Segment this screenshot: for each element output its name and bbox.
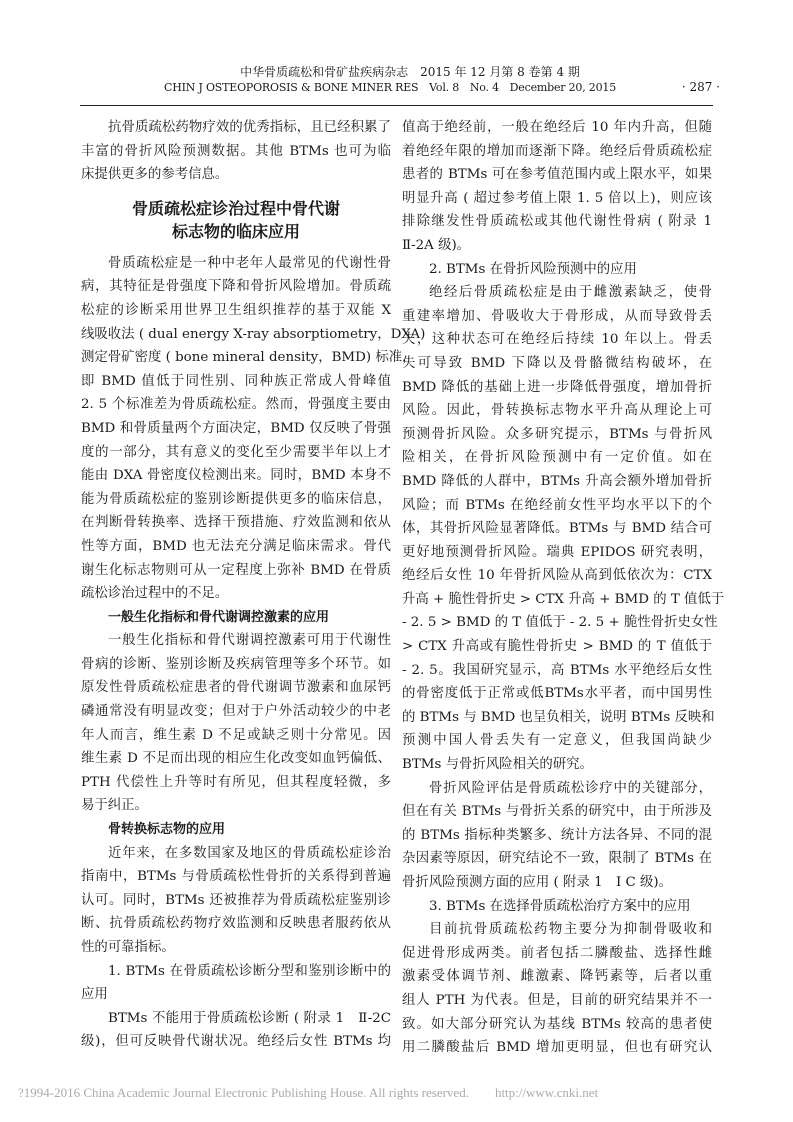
text-line: 年人而言，维生素 D 不足或缺乏则十分常见。因 bbox=[81, 727, 391, 743]
text-line: 一般生化指标和骨代谢调控激素的应用 bbox=[108, 609, 330, 625]
paragraph bbox=[81, 842, 391, 960]
copyright-footer: ?1994-2016 China Academic Journal Electronic Publishing House. All rights reserved. http://www.cnki.net bbox=[18, 1085, 599, 1100]
text-line: 值高于绝经前，一般在绝经后 10 年内升高，但随 bbox=[402, 120, 712, 135]
text-line: 的骨密度低于正常或低BTMs水平者，而中国男性 bbox=[402, 686, 712, 702]
numbered-heading bbox=[402, 258, 712, 282]
text-line: 谢生化标志物则可从一定程度上弥补 BMD 在骨质 bbox=[81, 562, 391, 578]
text-line: 明显升高 ( 超过参考值上限 1. 5 倍以上)，则应该 bbox=[402, 190, 712, 206]
text-line: 骨折风险评估是骨质疏松诊疗中的关键部分， bbox=[429, 780, 712, 796]
text-line: 度的一部分，其有意义的变化至少需要半年以上才 bbox=[81, 444, 391, 460]
text-line: 近年来，在多数国家及地区的骨质疏松症诊治 bbox=[108, 845, 391, 861]
text-line: 3. BTMs 在选择骨质疏松治疗方案中的应用 bbox=[429, 898, 691, 914]
text-line: 性的可靠指标。 bbox=[81, 940, 175, 955]
text-line: 预测中国人骨丢失有一定意义，但我国尚缺少 bbox=[402, 733, 712, 749]
heading-line: 骨质疏松症诊治过程中骨代谢 bbox=[131, 198, 340, 218]
text-line: 更好地预测骨折风险。瑞典 EPIDOS 研究表明， bbox=[402, 544, 712, 560]
text-line: 体，其骨折风险显著降低。BTMs 与 BMD 结合可 bbox=[402, 521, 712, 537]
text-line: 激素受体调节剂、雌激素、降钙素等，后者以重 bbox=[402, 969, 712, 985]
text-line: 疏松诊治过程中的不足。 bbox=[81, 586, 229, 602]
text-line: 指南中，BTMs 与骨质疏松性骨折的关系得到普遍 bbox=[81, 869, 391, 885]
text-line: 易于纠正。 bbox=[81, 798, 148, 814]
text-line: 目前抗骨质疏松药物主要分为抑制骨吸收和 bbox=[429, 922, 712, 938]
text-line: 用二膦酸盐后 BMD 增加更明显，但也有研究认 bbox=[402, 1040, 712, 1056]
text-line: 1. BTMs 在骨质疏松诊断分型和鉴别诊断中的 bbox=[108, 963, 391, 979]
subsection-heading bbox=[81, 818, 391, 842]
text-line: 2. 5 个标准差为骨质疏松症。然而，骨强度主要由 bbox=[81, 397, 391, 413]
section-heading bbox=[81, 197, 391, 243]
text-line: 失可导致 BMD 下降以及骨骼微结构破坏，在 bbox=[402, 355, 712, 371]
paragraph bbox=[81, 252, 426, 606]
text-line: - 2. 5。我国研究显示，高 BTMs 水平绝经后女性 bbox=[402, 662, 712, 678]
text-line: 绝经后骨质疏松症是由于雌激素缺乏，使骨 bbox=[429, 285, 712, 301]
text-line: BTMs 不能用于骨质疏松诊断 ( 附录 1 Ⅱ-2C bbox=[108, 1010, 391, 1026]
text-line: 床提供更多的参考信息。 bbox=[81, 167, 229, 183]
paragraph bbox=[402, 777, 712, 895]
text-line: 性等方面，BMD 也无法充分满足临床需求。骨代 bbox=[81, 538, 391, 554]
text-line: 患者的 BTMs 可在参考值范围内或上限水平，如果 bbox=[402, 167, 712, 183]
text-line: 级)，但可反映骨代谢状况。绝经后女性 BTMs 均 bbox=[81, 1034, 391, 1050]
paragraph bbox=[402, 116, 712, 258]
text-line: BMD 降低的基础上进一步降低骨强度，增加骨折 bbox=[402, 379, 712, 395]
text-line: 在判断骨转换率、选择干预措施、疗效监测和依从 bbox=[81, 515, 391, 531]
text-line: 预测骨折风险。众多研究提示，BTMs 与骨折风 bbox=[402, 426, 712, 442]
text-line: BTMs 与骨折风险相关的研究。 bbox=[402, 757, 593, 773]
page-number: · 287 · bbox=[681, 80, 720, 94]
text-line: 促进骨形成两类。前者包括二膦酸盐、选择性雌 bbox=[402, 945, 712, 961]
text-line: 测定骨矿密度 ( bone mineral density，BMD) 标准， bbox=[81, 350, 416, 366]
paragraph bbox=[402, 918, 712, 1060]
text-line: BMD 降低的人群中，BTMs 升高会额外增加骨折 bbox=[402, 473, 712, 489]
text-line: 能由 DXA 骨密度仪检测出来。同时，BMD 本身不 bbox=[81, 468, 391, 484]
text-line: 断、抗骨质疏松药物疗效监测和反映患者服药依从 bbox=[81, 916, 391, 932]
text-line: 的 BTMs 与 BMD 也呈负相关，说明 BTMs 反映和 bbox=[402, 709, 715, 725]
text-line: 松症的诊断采用世界卫生组织推荐的基于双能 X bbox=[81, 302, 391, 318]
text-line: 致。如大部分研究认为基线 BTMs 较高的患者使 bbox=[402, 1016, 712, 1032]
text-line: 线吸收法 ( dual energy X-ray absorptiometry，DXA) bbox=[81, 326, 426, 342]
text-line: 病，其特征是骨强度下降和骨折风险增加。骨质疏 bbox=[81, 279, 391, 295]
text-line: 重建率增加、骨吸收大于骨形成，从而导致骨丢 bbox=[402, 308, 712, 324]
subsection-heading bbox=[81, 606, 391, 630]
text-line: PTH 代偿性上升等时有所见，但其程度轻微，多 bbox=[81, 774, 391, 790]
text-line: Ⅱ-2A 级)。 bbox=[402, 237, 471, 253]
text-line: 骨折风险预测方面的应用 ( 附录 1 Ⅰ C 级)。 bbox=[402, 875, 673, 890]
text-line: 能为骨质疏松症的鉴别诊断提供更多的临床信息， bbox=[81, 491, 391, 507]
text-line: 组人 PTH 为代表。但是，目前的研究结果并不一 bbox=[402, 992, 712, 1008]
heading-line: 标志物的临床应用 bbox=[171, 221, 300, 241]
text-line: 抗骨质疏松药物疗效的优秀指标，且已经积累了 bbox=[108, 120, 391, 135]
text-line: 绝经后女性 10 年骨折风险从高到低依次为：CTX bbox=[402, 568, 712, 584]
text-line: 升高 + 脆性骨折史 > CTX 升高 + BMD 的 T 值低于 bbox=[402, 591, 725, 607]
text-line: 维生素 D 不足而出现的相应生化改变如血钙偏低、 bbox=[81, 751, 391, 767]
text-line: BMD 和骨质量两个方面决定，BMD 仅反映了骨强 bbox=[81, 420, 391, 436]
text-line: 磷通常没有明显改变；但对于户外活动较少的中老 bbox=[81, 704, 391, 720]
text-line: 但在有关 BTMs 与骨折关系的研究中，由于所涉及 bbox=[402, 804, 712, 820]
text-line: 失，这种状态可在绝经后持续 10 年以上。骨丢 bbox=[402, 332, 712, 348]
left-column bbox=[81, 116, 426, 1054]
text-line: 即 BMD 值低于同性别、同种族正常成人骨峰值 bbox=[81, 373, 391, 389]
text-line: 风险；而 BTMs 在绝经前女性平均水平以下的个 bbox=[402, 497, 712, 513]
right-column bbox=[402, 116, 725, 1060]
text-line: 着绝经年限的增加而逐渐下降。绝经后骨质疏松症 bbox=[402, 143, 712, 159]
numbered-heading bbox=[81, 960, 391, 1007]
text-line: 骨转换标志物的应用 bbox=[108, 822, 226, 838]
text-line: 2. BTMs 在骨折风险预测中的应用 bbox=[429, 261, 637, 277]
text-line: 险相关，在骨折风险预测中有一定价值。如在 bbox=[402, 450, 712, 466]
running-header bbox=[80, 64, 720, 96]
paragraph bbox=[81, 116, 391, 187]
text-line: 骨病的诊断、鉴别诊断及疾病管理等多个环节。如 bbox=[81, 656, 391, 672]
paragraph bbox=[81, 1007, 391, 1054]
text-line: - 2. 5 > BMD 的 T 值低于 - 2. 5 + 脆性骨折史女性 bbox=[402, 615, 718, 631]
text-line: 骨质疏松症是一种中老年人最常见的代谢性骨 bbox=[108, 255, 391, 271]
text-line: 丰富的骨折风险预测数据。其他 BTMs 也可为临 bbox=[81, 143, 391, 159]
text-line: 杂因素等原因，研究结论不一致，限制了 BTMs 在 bbox=[402, 851, 712, 867]
text-line: 认可。同时，BTMs 还被推荐为骨质疏松症鉴别诊 bbox=[81, 892, 391, 908]
text-line: 原发性骨质疏松症患者的骨代谢调节激素和血尿钙 bbox=[81, 680, 391, 696]
paragraph bbox=[402, 281, 725, 776]
text-line: 风险。因此，骨转换标志物水平升高从理论上可 bbox=[402, 403, 712, 419]
text-line: 排除继发性骨质疏松或其他代谢性骨病 ( 附录 1 bbox=[402, 214, 712, 230]
paragraph bbox=[81, 629, 391, 818]
header-rule bbox=[80, 105, 713, 106]
text-line: 的 BTMs 指标种类繁多、统计方法各异、不同的混 bbox=[402, 827, 712, 843]
text-line: > CTX 升高或有脆性骨折史 > BMD 的 T 值低于 bbox=[402, 639, 712, 655]
journal-title-cn: 中华骨质疏松和骨矿盐疾病杂志 2015 年 12 月第 8 卷第 4 期 bbox=[240, 65, 580, 79]
numbered-heading bbox=[402, 895, 712, 919]
text-line: 一般生化指标和骨代谢调控激素可用于代谢性 bbox=[108, 633, 391, 649]
text-line: 应用 bbox=[81, 987, 108, 1003]
journal-title-en: CHIN J OSTEOPOROSIS & BONE MINER RES Vol. 8 No. 4 December 20, 2015 bbox=[163, 81, 617, 94]
